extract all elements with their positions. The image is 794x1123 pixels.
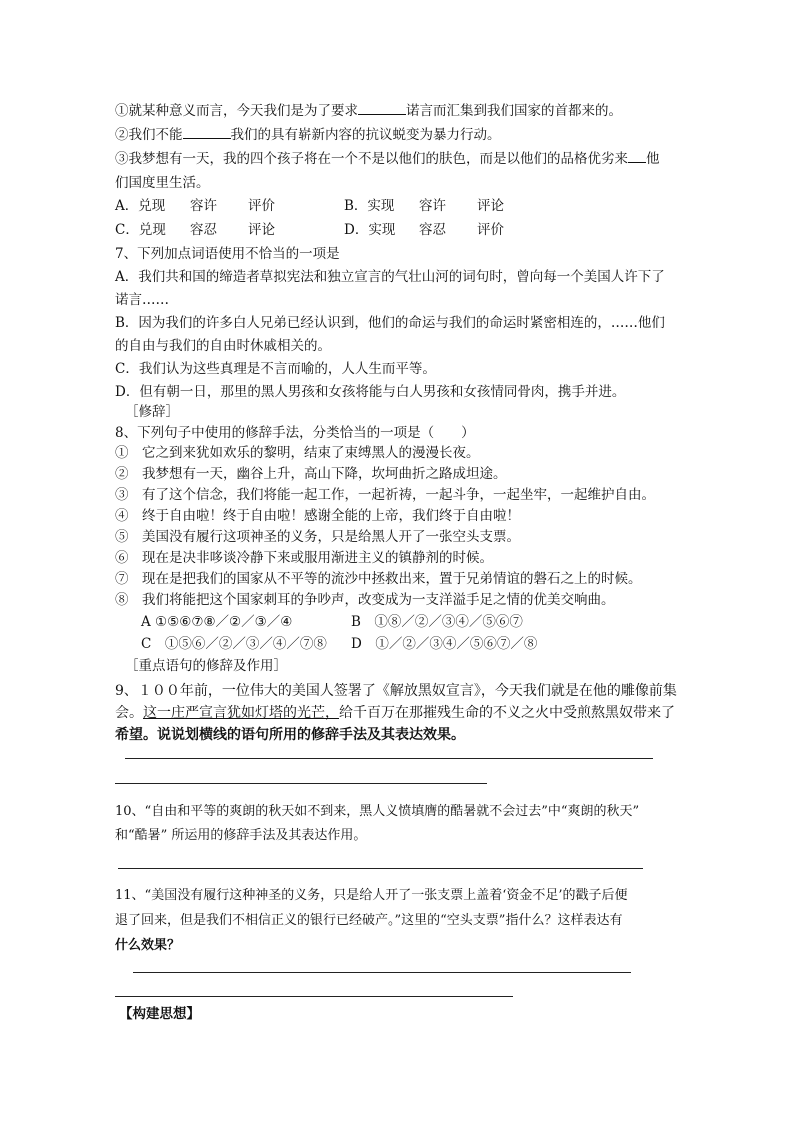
q6-s1-post: 诺言而汇集到我们国家的首都来的。 (406, 103, 622, 119)
q6-options-row-2 (115, 218, 685, 242)
q9-line-2 (115, 702, 685, 724)
q6-s2-pre: ②我们不能 (115, 127, 183, 143)
q11-line-3: 什么效果？ (115, 938, 181, 953)
q11-answer-line-1[interactable] (133, 971, 631, 973)
q6-sentence-3b (115, 172, 685, 194)
q6-s3-c: 们国度里生活。 (115, 175, 210, 191)
q9-line-3: 希望。说说划横线的语句所用的修辞手法及其表达效果。 (115, 727, 465, 743)
q6-option-c-2: 容忍 (190, 222, 217, 238)
q6-sentence-3a (115, 148, 685, 170)
q8-options-row-1 (115, 611, 685, 633)
q6-blank-3[interactable] (628, 148, 646, 163)
q8-item: ④ 终于自由啦！终于自由啦！感谢全能的上帝，我们终于自由啦！ (115, 508, 520, 524)
q6-option-b-3: 评论 (477, 198, 504, 214)
q11-answer-line-2[interactable] (115, 995, 513, 997)
q8-item: ① 它之到来犹如欢乐的黎明，结束了束缚黑人的漫漫长夜。 (115, 445, 480, 461)
q8-item: ② 我梦想有一天，幽谷上升，高山下降，坎坷曲折之路成坦途。 (115, 466, 507, 482)
q6-option-b-2: 容许 (419, 198, 446, 214)
q10-answer-line[interactable] (118, 867, 643, 869)
q7-option-a-line-2: 诺言…… (115, 292, 169, 308)
q8-item: ⑤ 美国没有履行这项神圣的义务，只是给黑人开了一张空头支票。 (115, 529, 520, 545)
q9-answer-line-2[interactable] (115, 782, 487, 784)
q6-sentence-1 (115, 100, 685, 122)
q7-option-d[interactable]: D．但有朝一日，那里的黑人男孩和女孩将能与白人男孩和女孩情同骨肉，携手并进。 (115, 384, 626, 400)
q9-block (115, 680, 685, 746)
q7-option-c[interactable]: C．我们认为这些真理是不言而喻的，人人生而平等。 (115, 361, 436, 377)
q7-option-a-line-1[interactable]: A．我们共和国的缔造者草拟宪法和独立宣言的气壮山河的词句时，曾向每一个美国人许下了 (115, 269, 665, 285)
q8-item: ⑦ 现在是把我们的国家从不平等的流沙中拯救出来，置于兄弟情谊的磐石之上的时候。 (115, 571, 642, 587)
q8-items (115, 443, 685, 611)
q9-line-2-post: 给千百万在那摧残生命的不义之火中受煎熬黑奴带来了 (339, 705, 675, 721)
q6-option-d-3: 评价 (477, 222, 504, 238)
q6-s3-b: 他 (646, 151, 660, 167)
q6-option-b[interactable]: B．实现 (344, 198, 395, 214)
q10-line-2: 和“酷暑” 所运用的修辞手法及其表达作用。 (115, 828, 367, 843)
q6-option-d[interactable]: D．实现 (344, 222, 396, 238)
q6-option-c-3: 评论 (248, 222, 275, 238)
rhetoric-heading: ［修辞］ (125, 404, 179, 420)
build-thinking-heading: 【构建思想】 (119, 1006, 200, 1022)
q7-option-b-line-1[interactable]: B．因为我们的许多白人兄弟已经认识到，他们的命运与我们的命运时紧密相连的，……他们 (115, 315, 665, 331)
q6-option-a[interactable]: A．兑现 (115, 198, 166, 214)
q11-line-2: 退了回来，但是我们不相信正义的银行已经破产。”这里的“空头支票”指什么？这样表达有 (115, 913, 623, 928)
q9-answer-line-1[interactable] (125, 757, 653, 759)
q11-line-1: 11、“美国没有履行这种神圣的义务，只是给人开了一张支票上盖着‘资金不足’的戳子后便 (115, 888, 628, 903)
q6-options-row-1 (115, 194, 685, 218)
q7-stem: 7、下列加点词语使用不恰当的一项是 (115, 246, 340, 262)
q6-option-a-3: 评价 (248, 198, 275, 214)
q6-s2-post: 我们的具有崭新内容的抗议蜕变为暴力行动。 (230, 127, 501, 143)
q10-line-1: 10、“自由和平等的爽朗的秋天如不到来，黑人义愤填膺的酷暑就不会过去”中“爽朗的秋天” (115, 804, 640, 819)
q7-option-b-line-2: 的自由与我们的自由时休戚相关的。 (115, 338, 331, 354)
q9-underlined-sentence: 这一庄严宣言犹如灯塔的光芒， (143, 705, 339, 721)
q8-options-row-2 (115, 633, 685, 655)
q6-option-d-2: 容忍 (419, 222, 446, 238)
q8-item: ③ 有了这个信念，我们将能一起工作，一起祈祷，一起斗争，一起坐牢，一起维护自由。 (115, 487, 655, 503)
q8-item: ⑧ 我们将能把这个国家刺耳的争吵声，改变成为一支洋溢手足之情的优美交响曲。 (115, 592, 615, 608)
key-sentences-heading: ［重点语句的修辞及作用］ (125, 658, 287, 674)
q6-blank-2[interactable] (183, 124, 231, 139)
q6-blank-1[interactable] (358, 100, 406, 115)
q8-option-b[interactable]: B ①⑧／②／③④／⑤⑥⑦ (351, 614, 523, 630)
q6-sentence-2 (115, 124, 685, 146)
q6-option-c[interactable]: C．兑现 (115, 222, 166, 238)
q8-option-c[interactable]: C ①⑤⑥／②／③／④／⑦⑧ (141, 636, 327, 652)
worksheet-page (115, 100, 685, 1025)
q9-answer-area[interactable] (115, 757, 685, 784)
q9-line-2-pre: 会。 (115, 705, 143, 721)
q8-item: ⑥ 现在是决非哆谈冷静下来或服用渐进主义的镇静剂的时候。 (115, 550, 493, 566)
q8-stem: 8、下列句子中使用的修辞手法，分类恰当的一项是（ ） (115, 425, 475, 441)
q8-option-d[interactable]: D ①／②／③④／⑤⑥⑦／⑧ (351, 636, 538, 652)
q6-option-a-2: 容许 (190, 198, 217, 214)
q10-block (115, 800, 685, 848)
q11-answer-area[interactable] (115, 971, 685, 997)
q9-line-1: 9、１００年前，一位伟大的美国人签署了《解放黑奴宣言》，今天我们就是在他的雕像前集 (115, 683, 677, 699)
q6-s3-a: ③我梦想有一天，我的四个孩子将在一个不是以他们的肤色，而是以他们的品格优劣来 (115, 151, 628, 167)
q8-option-a[interactable]: A ①⑤⑥⑦⑧／②／③／④ (141, 614, 293, 630)
q6-s1-pre: ①就某种意义而言，今天我们是为了要求 (115, 103, 358, 119)
q11-block (115, 883, 685, 958)
